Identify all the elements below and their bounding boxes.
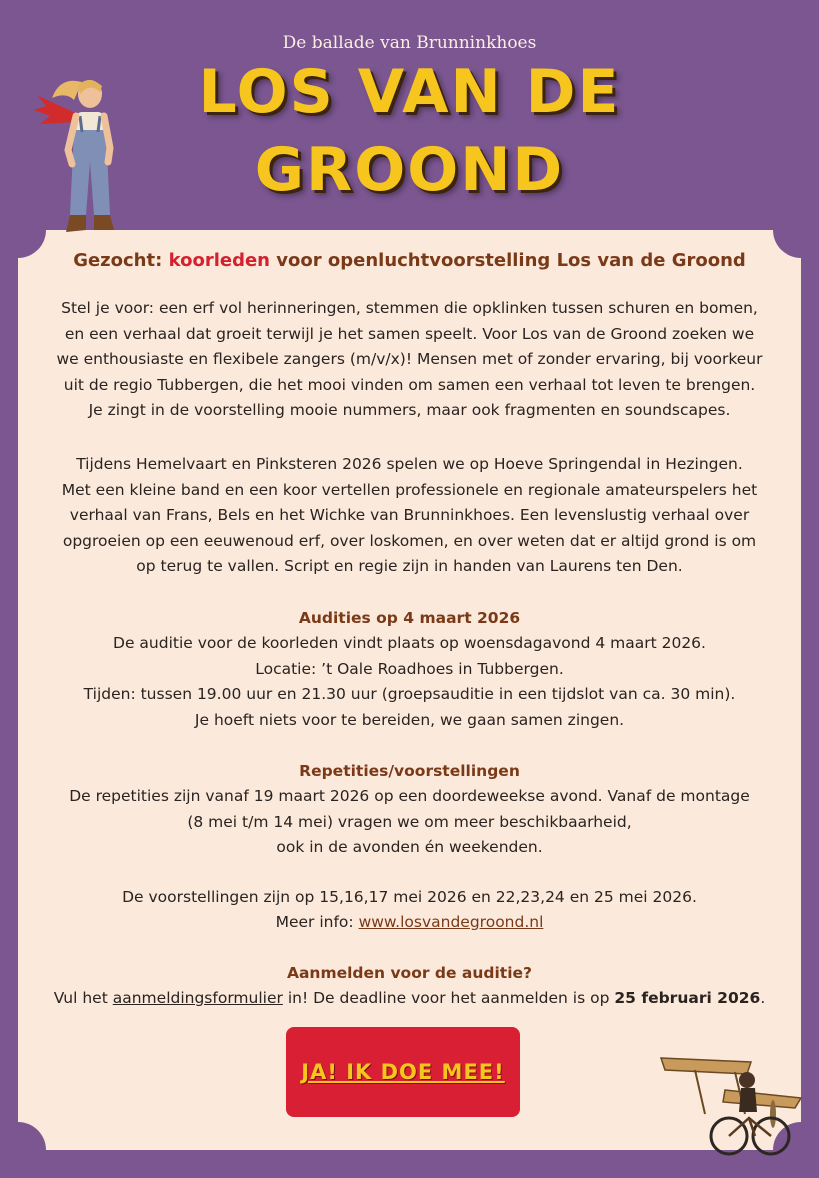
story-line: Met een kleine band en een koor vertellen professionele en regionale amateurspelers het	[61, 480, 758, 499]
signup-middle: in! De deadline voor het aanmelden is op	[287, 989, 610, 1007]
signup-button[interactable]	[286, 1027, 520, 1117]
signup-prefix: Vul het	[53, 989, 108, 1007]
header	[0, 0, 819, 230]
auditions-title: Audities op 4 maart 2026	[298, 609, 521, 627]
website-link[interactable]: www.losvandegroond.nl	[358, 913, 544, 931]
content-card	[18, 230, 801, 1150]
rehearsals-section	[18, 759, 801, 936]
title-line-1: LOS VAN DE	[198, 57, 621, 127]
rehearsals-line: De repetities zijn vanaf 19 maart 2026 op een doordeweekse avond. Vanaf de montage	[69, 787, 750, 805]
rehearsals-title: Repetities/voorstellingen	[299, 762, 520, 780]
signup-button-label: JA! IK DOE MEE!	[301, 1060, 505, 1084]
signup-title: Aanmelden voor de auditie?	[286, 964, 533, 982]
intro-line: we enthousiaste en flexibele zangers (m/v/x)! Mensen met of zonder ervaring, bij voorkeur	[56, 350, 763, 368]
signup-section	[18, 961, 801, 1012]
story-line: verhaal van Frans, Bels en het Wichke van Brunninkhoes. Een levenslustig verhaal over	[69, 506, 750, 524]
story-line: op terug te vallen. Script en regie zijn in handen van Laurens ten Den.	[136, 557, 683, 575]
rehearsals-line: ook in de avonden én weekenden.	[276, 838, 543, 856]
auditions-line: Tijden: tussen 19.00 uur en 21.30 uur (groepsauditie in een tijdslot van ca. 30 min).	[83, 685, 736, 703]
auditions-section	[18, 606, 801, 733]
signup-deadline: 25 februari 2026	[614, 989, 761, 1007]
auditions-line: Locatie: ’t Oale Roadhoes in Tubbergen.	[255, 659, 564, 678]
rehearsals-line: (8 mei t/m 14 mei) vragen we om meer beschikbaarheid,	[187, 812, 632, 831]
story-paragraph	[18, 452, 801, 580]
more-info-prefix: Meer info:	[275, 913, 354, 931]
signup-form-link[interactable]: aanmeldingsformulier	[112, 989, 283, 1007]
auditions-line: Je hoeft niets voor te bereiden, we gaan samen zingen.	[194, 710, 625, 729]
heading-suffix: voor openluchtvoorstelling Los van de Groond	[276, 250, 746, 271]
girl-illustration	[30, 70, 120, 255]
shows-line: De voorstellingen zijn op 15,16,17 mei 2026 en 22,23,24 en 25 mei 2026.	[122, 887, 697, 906]
heading-prefix: Gezocht:	[73, 250, 163, 271]
signup-end: .	[760, 989, 766, 1007]
card-notch	[0, 1122, 46, 1178]
intro-line: uit de regio Tubbergen, die het mooi vinden om samen een verhaal tot leven te brengen.	[63, 375, 756, 394]
story-line: Tijdens Hemelvaart en Pinksteren 2026 spelen we op Hoeve Springendal in Hezingen.	[76, 455, 743, 473]
title-line-2: GROOND	[254, 135, 565, 205]
intro-line: Je zingt in de voorstelling mooie nummers, maar ook fragmenten en soundscapes.	[88, 401, 731, 419]
page-heading	[18, 250, 801, 271]
story-line: opgroeien op een eeuwenoud erf, over loskomen, en over weten dat er altijd grond is om	[62, 531, 757, 550]
flying-bicycle-illustration	[655, 1040, 805, 1160]
intro-line: Stel je voor: een erf vol herinneringen, stemmen die opklinken tussen schuren en bomen,	[61, 299, 758, 317]
heading-highlight: koorleden	[168, 250, 270, 271]
intro-line: en een verhaal dat groeit terwijl je het samen speelt. Voor Los van de Groond zoeken we	[64, 324, 755, 343]
subtitle: De ballade van Brunninkhoes	[282, 33, 537, 53]
intro-paragraph	[18, 296, 801, 424]
signup-line	[18, 986, 801, 1012]
auditions-line: De auditie voor de koorleden vindt plaats op woensdagavond 4 maart 2026.	[113, 634, 706, 652]
more-info-line	[18, 910, 801, 936]
